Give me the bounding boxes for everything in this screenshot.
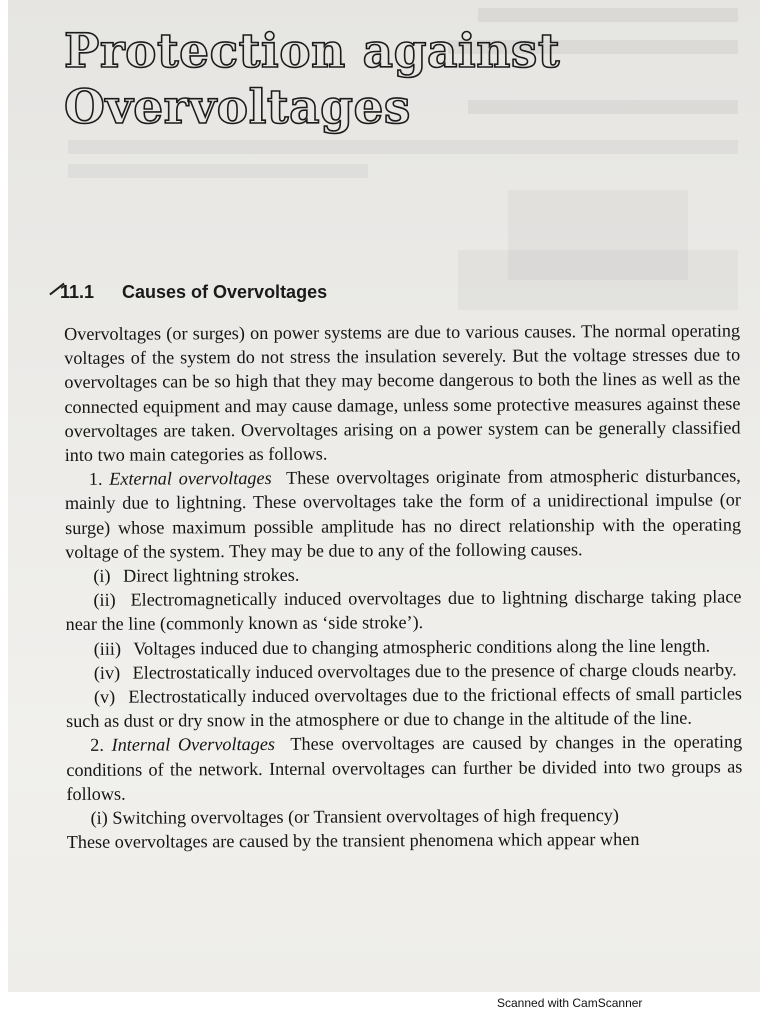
- scanner-watermark: Scanned with CamScanner: [497, 996, 643, 1010]
- list-item: [65, 560, 741, 588]
- list-item-text: Electrostatically induced overvoltages due to the frictional effects of small particles such as dust or dry snow in the atmosphere or due to change in the altitude of the line.: [66, 683, 743, 732]
- internal-label-number: 2.: [90, 735, 104, 756]
- chapter-title-line2: Overvoltages: [64, 80, 411, 135]
- switching-overvoltages-heading: (i) Switching overvoltages (or Transient overvoltages of high frequency): [90, 805, 619, 828]
- external-label-number: 1.: [88, 469, 103, 490]
- list-item: [66, 682, 742, 734]
- bleed-through-shadow: [68, 164, 368, 178]
- bleed-through-shadow: [458, 250, 738, 310]
- section-title: Causes of Overvoltages: [122, 282, 328, 302]
- chapter-title: [64, 24, 560, 136]
- list-item-text: Voltages induced due to changing atmospheric conditions along the line length.: [133, 635, 711, 659]
- list-item-number: (v): [93, 686, 116, 707]
- list-item: [66, 633, 742, 661]
- list-item-number: (iii): [93, 638, 122, 659]
- list-item-number: (ii): [93, 589, 116, 611]
- internal-overvoltages-paragraph: [66, 730, 742, 806]
- bleed-through-shadow: [68, 140, 738, 154]
- list-item-number: (iv): [93, 662, 121, 683]
- internal-text: These overvoltages are caused by changes in the operating conditions of the network. Internal overvoltages can further be divided into two groups as follows.: [66, 731, 743, 804]
- section-number: 11.1: [60, 282, 95, 302]
- section-heading: [60, 282, 327, 303]
- continuation-line: These overvoltages are caused by the transient phenomena which appear when: [66, 829, 640, 853]
- external-overvoltages-paragraph: [65, 464, 741, 564]
- list-item: [65, 585, 741, 637]
- intro-paragraph: Overvoltages (or surges) on power systems are due to various causes. The normal operating voltages of the system do not stress the insulation severely. But the voltage stresses due to overvoltages can be so high that they may become dangerous to both the lines as well as the connected equipment and may cause damage, unless some protective measures against these overvoltages are taken. Overvoltages arising on a power system can be generally classified into two main categories as follows.: [64, 320, 741, 466]
- bleed-through-shadow: [478, 8, 738, 22]
- scanned-page: [8, 0, 760, 992]
- chapter-title-line1: Protection against: [64, 24, 561, 79]
- external-label: External overvoltages: [109, 468, 272, 489]
- list-item-text: Electromagnetically induced overvoltages due to lightning discharge taking place near the line (commonly known as ‘side stroke’).: [65, 586, 742, 635]
- list-item-text: Direct lightning strokes.: [122, 564, 300, 586]
- body-text: [64, 318, 743, 854]
- internal-label: Internal Overvoltages: [111, 734, 276, 756]
- external-text: These overvoltages originate from atmospheric disturbances, mainly due to lightning. These overvoltages take the form of a unidirectional impulse (or surge) whose maximum possible amplitude has no direct relationship with the operating voltage of the system. They may be due to any of the following causes.: [64, 465, 742, 562]
- list-item-text: Electrostatically induced overvoltages due to the presence of charge clouds nearby.: [132, 659, 737, 683]
- list-item-number: (i): [93, 565, 111, 586]
- list-item: [66, 657, 742, 685]
